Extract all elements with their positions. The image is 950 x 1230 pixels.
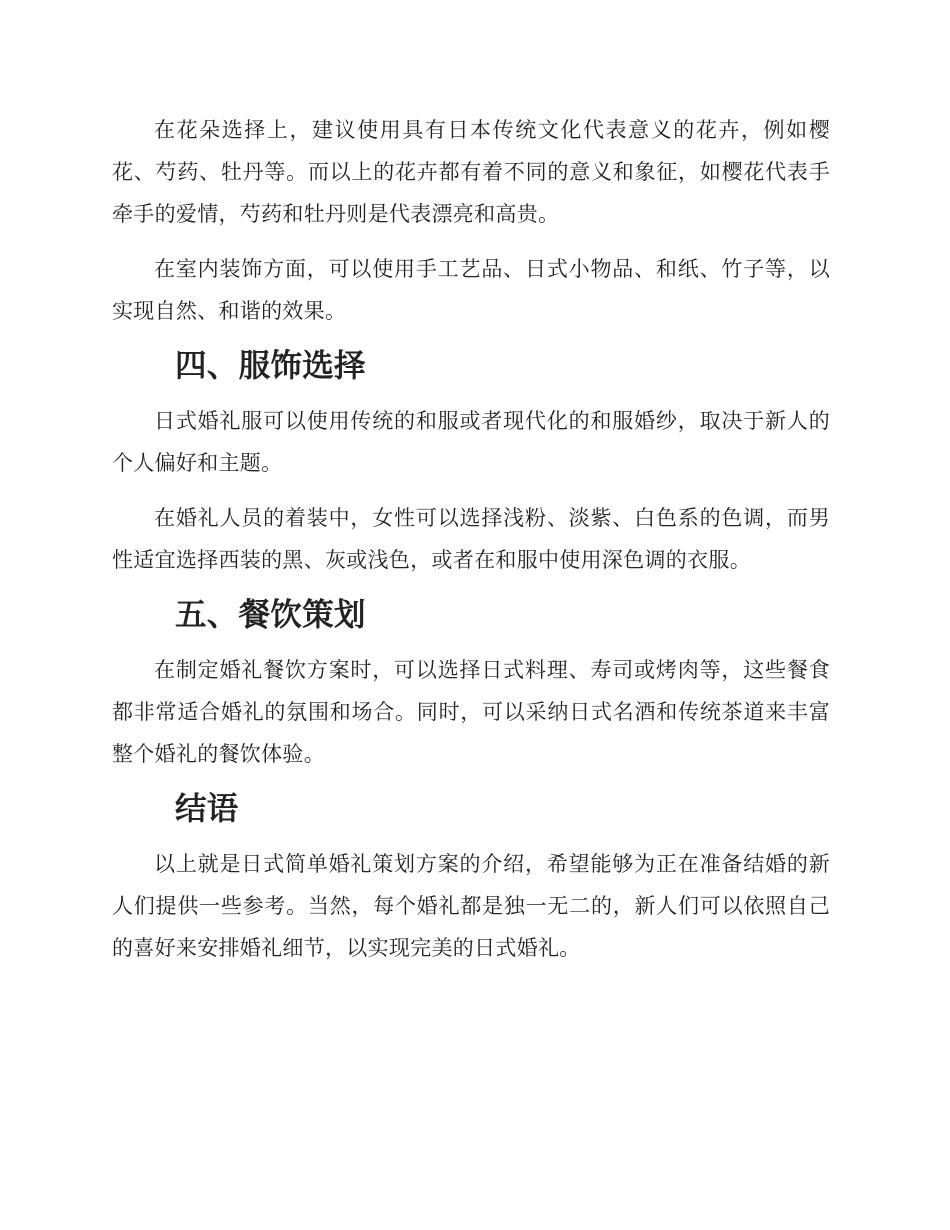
section-heading-attire: 四、服饰选择 <box>175 348 366 384</box>
paragraph-flowers: 在花朵选择上，建议使用具有日本传统文化代表意义的花卉，例如樱花、芍药、牡丹等。而以上的花卉都有着不同的意义和象征，如樱花代表手牵手的爱情，芍药和牡丹则是代表漂亮和高贵。 <box>112 118 830 226</box>
section-heading-conclusion: 结语 <box>175 791 239 827</box>
paragraph-guest-attire: 在婚礼人员的着装中，女性可以选择浅粉、淡紫、白色系的色调，而男性适宜选择西装的黑、灰或浅色，或者在和服中使用深色调的衣服。 <box>112 506 830 572</box>
section-heading-catering: 五、餐饮策划 <box>175 597 366 633</box>
paragraph-catering: 在制定婚礼餐饮方案时，可以选择日式料理、寿司或烤肉等，这些餐食都非常适合婚礼的氛围和场合。同时，可以采纳日式名酒和传统茶道来丰富整个婚礼的餐饮体验。 <box>112 658 830 766</box>
paragraph-conclusion: 以上就是日式简单婚礼策划方案的介绍，希望能够为正在准备结婚的新人们提供一些参考。当然，每个婚礼都是独一无二的，新人们可以依照自己的喜好来安排婚礼细节，以实现完美的日式婚礼。 <box>112 852 830 960</box>
paragraph-wedding-dress: 日式婚礼服可以使用传统的和服或者现代化的和服婚纱，取决于新人的个人偏好和主题。 <box>112 409 830 475</box>
document-page <box>112 109 830 982</box>
paragraph-interior-decoration: 在室内装饰方面，可以使用手工艺品、日式小物品、和纸、竹子等，以实现自然、和谐的效果。 <box>112 257 830 323</box>
